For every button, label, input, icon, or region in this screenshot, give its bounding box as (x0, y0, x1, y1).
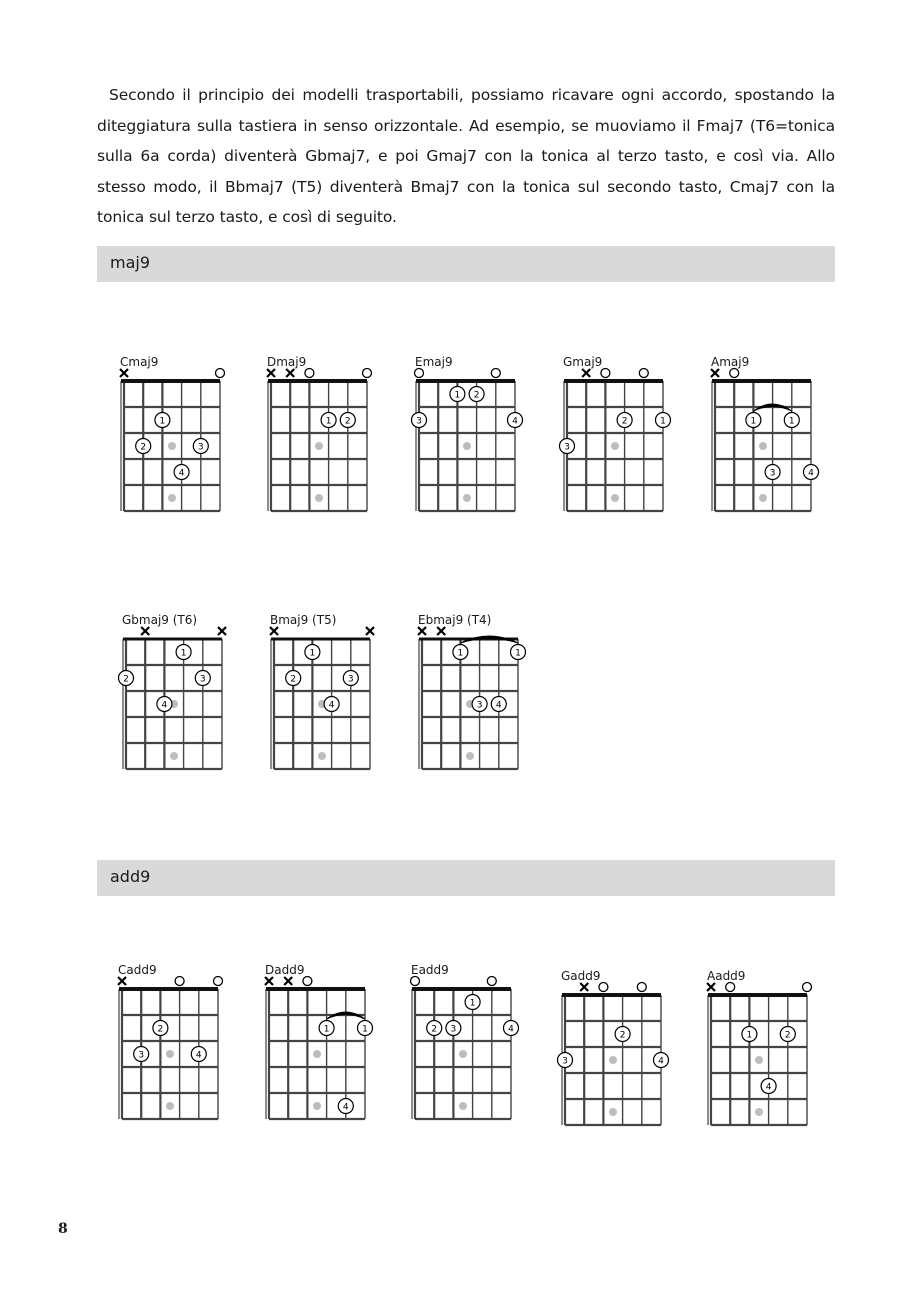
muted-string-icon (267, 369, 275, 377)
open-string-icon (487, 977, 496, 986)
finger-number: 4 (508, 1024, 514, 1035)
open-string-icon (637, 983, 646, 992)
position-dot (466, 752, 474, 760)
position-dot (759, 442, 767, 450)
finger-number: 3 (450, 1024, 457, 1035)
finger-number: 1 (515, 648, 521, 659)
chord-diagram (701, 355, 825, 517)
open-string-icon (363, 369, 372, 378)
chord-name: Aadd9 (707, 969, 746, 983)
chord-diagram (551, 969, 675, 1131)
finger-number: 2 (140, 442, 147, 453)
position-dot (611, 494, 619, 502)
finger-number: 1 (457, 648, 464, 659)
finger-number: 3 (564, 442, 570, 453)
finger-number: 1 (788, 416, 795, 427)
fretboard (405, 359, 529, 517)
fretboard (108, 967, 232, 1125)
fretboard (401, 967, 525, 1125)
position-dot (463, 494, 471, 502)
finger-number: 4 (161, 700, 168, 711)
open-string-icon (303, 977, 312, 986)
chord-diagram (108, 963, 232, 1125)
finger-number: 3 (138, 1050, 145, 1061)
position-dot (170, 752, 178, 760)
fretboard (551, 973, 675, 1131)
fretboard (408, 617, 532, 775)
open-string-icon (175, 977, 184, 986)
finger-number: 1 (454, 390, 461, 401)
finger-number: 4 (658, 1056, 664, 1067)
chord-diagram (255, 963, 379, 1125)
finger-number: 3 (199, 674, 206, 685)
page-number: 8 (58, 1221, 68, 1237)
finger-number: 2 (621, 416, 628, 427)
chord-name: Gadd9 (561, 969, 601, 983)
finger-number: 4 (765, 1082, 772, 1093)
fretboard (257, 359, 381, 517)
open-string-icon (599, 983, 608, 992)
finger-number: 2 (619, 1030, 626, 1041)
chord-name: Dmaj9 (267, 355, 307, 369)
finger-number: 2 (784, 1030, 791, 1041)
open-string-icon (305, 369, 314, 378)
chord-diagram (112, 613, 236, 775)
position-dot (313, 1102, 321, 1110)
muted-string-icon (218, 627, 226, 635)
finger-number: 4 (808, 468, 814, 479)
finger-number: 3 (476, 700, 483, 711)
finger-number: 3 (197, 442, 204, 453)
position-dot (611, 442, 619, 450)
position-dot (459, 1050, 467, 1058)
chord-diagram (697, 969, 821, 1131)
muted-string-icon (580, 983, 588, 991)
finger-number: 2 (473, 390, 480, 401)
open-string-icon (639, 369, 648, 378)
muted-string-icon (270, 627, 278, 635)
finger-number: 1 (159, 416, 166, 427)
chord-diagram (257, 355, 381, 517)
position-dot (168, 442, 176, 450)
chord-diagram (553, 355, 677, 517)
open-string-icon (411, 977, 420, 986)
chord-name: Amaj9 (711, 355, 750, 369)
fretboard (255, 967, 379, 1125)
open-string-icon (601, 369, 610, 378)
position-dot (166, 1050, 174, 1058)
chord-diagram (260, 613, 384, 775)
section-title: maj9 (110, 253, 151, 272)
finger-number: 1 (746, 1030, 753, 1041)
finger-number: 4 (512, 416, 518, 427)
finger-number: 3 (416, 416, 422, 427)
muted-string-icon (711, 369, 719, 377)
finger-number: 1 (469, 998, 476, 1009)
open-string-icon (726, 983, 735, 992)
fretboard (553, 359, 677, 517)
chord-diagram (110, 355, 234, 517)
open-string-icon (491, 369, 500, 378)
position-dot (755, 1056, 763, 1064)
position-dot (609, 1056, 617, 1064)
finger-number: 1 (180, 648, 187, 659)
open-string-icon (214, 977, 223, 986)
section-title: add9 (110, 867, 151, 886)
chord-name: Bmaj9 (T5) (270, 613, 337, 627)
section-header-add9 (97, 860, 835, 896)
muted-string-icon (120, 369, 128, 377)
finger-number: 4 (328, 700, 335, 711)
muted-string-icon (366, 627, 374, 635)
position-dot (168, 494, 176, 502)
finger-number: 1 (309, 648, 316, 659)
chord-name: Ebmaj9 (T4) (418, 613, 492, 627)
finger-number: 3 (347, 674, 354, 685)
muted-string-icon (582, 369, 590, 377)
open-string-icon (415, 369, 424, 378)
section-header-maj9 (97, 246, 835, 282)
finger-number: 1 (660, 416, 666, 427)
finger-number: 2 (290, 674, 297, 685)
muted-string-icon (265, 977, 273, 985)
position-dot (759, 494, 767, 502)
fretboard (112, 617, 236, 775)
position-dot (313, 1050, 321, 1058)
chord-name: Cadd9 (118, 963, 157, 977)
intro-paragraph: Secondo il principio dei modelli trasportabili, possiamo ricavare ogni accordo, spostando la diteggiatura sulla tastiera in senso orizzontale. Ad esempio, se muoviamo il Fmaj7 (T6=tonica sulla 6a corda) diventerà Gbmaj7, e poi Gmaj7 con la tonica al terzo tasto, e così via. Allo stesso modo, il Bbmaj7 (T5) diventerà Bmaj7 con la tonica sul secondo tasto, Cmaj7 con la tonica sul terzo tasto, e così di seguito. (97, 86, 835, 226)
position-dot (166, 1102, 174, 1110)
finger-number: 2 (344, 416, 351, 427)
muted-string-icon (141, 627, 149, 635)
chord-name: Emaj9 (415, 355, 453, 369)
finger-number: 2 (431, 1024, 438, 1035)
muted-string-icon (707, 983, 715, 991)
chord-name: Gbmaj9 (T6) (122, 613, 198, 627)
finger-number: 3 (562, 1056, 568, 1067)
chord-name: Dadd9 (265, 963, 305, 977)
open-string-icon (216, 369, 225, 378)
chord-diagram (408, 613, 532, 775)
fretboard (110, 359, 234, 517)
finger-number: 3 (769, 468, 776, 479)
chord-name: Eadd9 (411, 963, 449, 977)
position-dot (755, 1108, 763, 1116)
position-dot (318, 752, 326, 760)
muted-string-icon (437, 627, 445, 635)
muted-string-icon (418, 627, 426, 635)
finger-number: 1 (325, 416, 332, 427)
position-dot (609, 1108, 617, 1116)
fretboard (697, 973, 821, 1131)
fretboard (260, 617, 384, 775)
finger-number: 2 (123, 674, 129, 685)
chord-name: Cmaj9 (120, 355, 159, 369)
chord-name: Gmaj9 (563, 355, 603, 369)
position-dot (315, 442, 323, 450)
open-string-icon (730, 369, 739, 378)
chord-diagram (405, 355, 529, 517)
finger-number: 1 (323, 1024, 330, 1035)
muted-string-icon (284, 977, 292, 985)
finger-number: 4 (342, 1102, 349, 1113)
finger-number: 1 (362, 1024, 368, 1035)
open-string-icon (803, 983, 812, 992)
position-dot (459, 1102, 467, 1110)
fretboard (701, 359, 825, 517)
position-dot (315, 494, 323, 502)
finger-number: 2 (157, 1024, 164, 1035)
position-dot (463, 442, 471, 450)
muted-string-icon (118, 977, 126, 985)
finger-number: 4 (195, 1050, 202, 1061)
finger-number: 4 (178, 468, 185, 479)
finger-number: 4 (495, 700, 502, 711)
muted-string-icon (286, 369, 294, 377)
finger-number: 1 (750, 416, 757, 427)
chord-diagram (401, 963, 525, 1125)
